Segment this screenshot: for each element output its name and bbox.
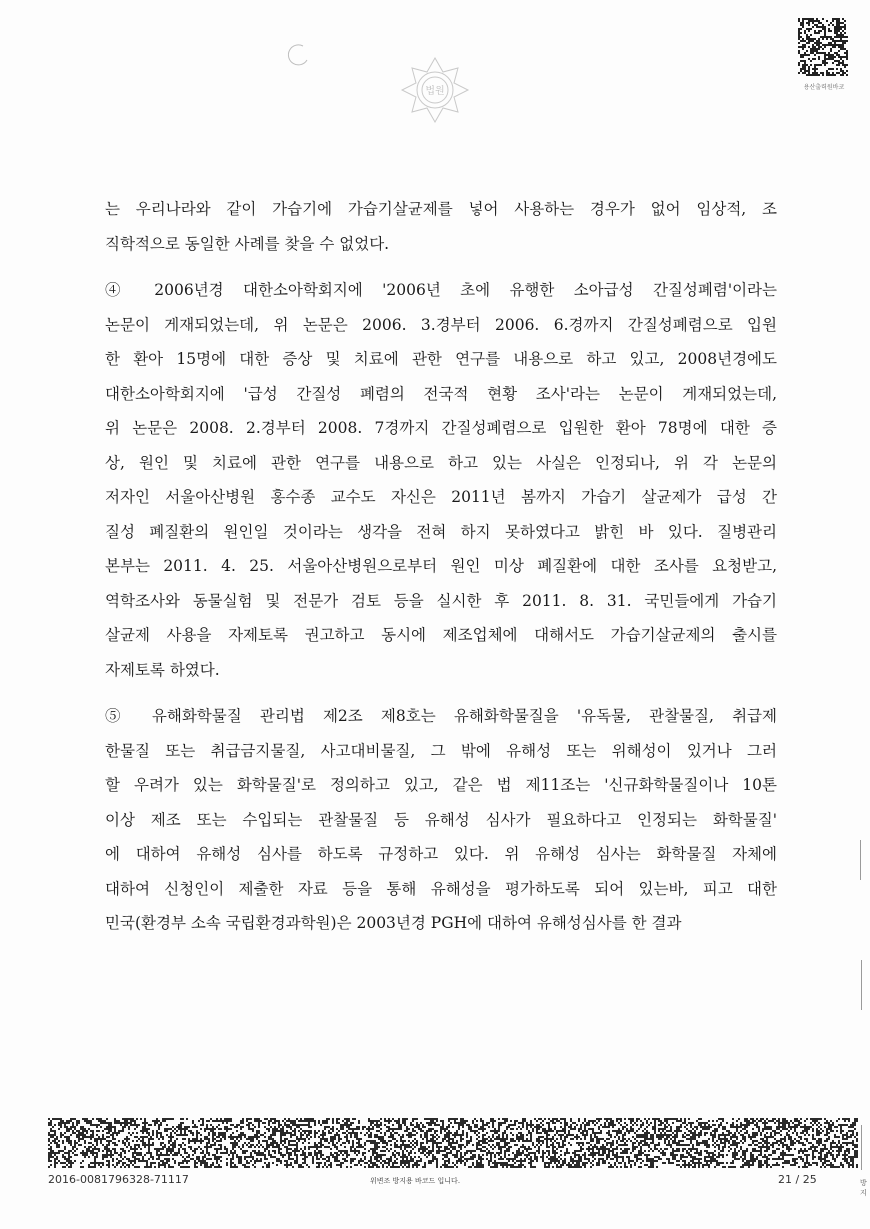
text-line: ④ 2006년경 대한소아학회지에 '2006년 초에 유행한 소아급성 간질성폐렴'이라는 bbox=[105, 281, 777, 299]
text-line: 위 논문은 2008. 2.경부터 2008. 7경까지 간질성폐렴으로 입원한 환아 78명에 대한 증 bbox=[105, 419, 777, 437]
court-seal-watermark bbox=[398, 52, 472, 126]
page-number: 21 / 25 bbox=[778, 1173, 817, 1186]
anti-forgery-barcode bbox=[48, 1118, 858, 1168]
edge-mark bbox=[860, 840, 861, 880]
text-line: 살균제 사용을 자제토록 권고하고 동시에 제조업체에 대해서도 가습기살균제의 출시를 bbox=[105, 626, 777, 644]
text-line: 직학적으로 동일한 사례를 찾을 수 없었다. bbox=[105, 234, 390, 253]
seal-text: 법원 bbox=[425, 86, 445, 97]
text-line: 이상 제조 또는 수입되는 관찰물질 등 유해성 심사가 필요하다고 인정되는 화학물질' bbox=[105, 810, 777, 829]
barcode-note: 위변조 방지용 바코드 입니다. bbox=[370, 1177, 461, 1185]
text-line: ⑤ 유해화학물질 관리법 제2조 제8호는 유해화학물질을 '유독물, 관찰물질, 취급제 bbox=[105, 707, 777, 725]
text-line: 자제토록 하였다. bbox=[105, 660, 220, 679]
document-body bbox=[105, 192, 777, 941]
edge-mark bbox=[861, 1125, 862, 1170]
qr-code bbox=[798, 18, 848, 76]
text-line: 한 환아 15명에 대한 증상 및 치료에 관한 연구를 내용으로 하고 있고, 2008년경에도 bbox=[105, 350, 777, 368]
text-line: 민국(환경부 소속 국립환경과학원)은 2003년경 PGH에 대하여 유해성심사를 한 결과 bbox=[105, 914, 682, 932]
text-line: 대한소아학회지에 '급성 간질성 폐렴의 전국적 현황 조사'라는 논문이 게재되었는데, bbox=[105, 384, 777, 403]
text-line: 저자인 서울아산병원 홍수종 교수도 자신은 2011년 봄까지 가습기 살균제가 급성 간 bbox=[105, 488, 777, 506]
text-line: 한물질 또는 취급금지물질, 사고대비물질, 그 밖에 유해성 또는 위해성이 있거나 그러 bbox=[105, 741, 777, 760]
document-id: 2016-0081796328-71117 bbox=[48, 1173, 189, 1186]
text-line: 논문이 게재되었는데, 위 논문은 2006. 3.경부터 2006. 6.경까지 간질성폐렴으로 입원 bbox=[105, 315, 777, 334]
qr-caption: 용산출력원바코 bbox=[803, 84, 845, 91]
corner-circle-mark bbox=[283, 42, 311, 70]
text-line: 본부는 2011. 4. 25. 서울아산병원으로부터 원인 미상 폐질환에 대한 조사를 요청받고, bbox=[105, 557, 777, 575]
edge-mark bbox=[861, 960, 862, 1010]
text-line: 대하여 신청인이 제출한 자료 등을 통해 유해성을 평가하도록 되어 있는바, 피고 대한 bbox=[105, 879, 777, 898]
text-line: 할 우려가 있는 화학물질'로 정의하고 있고, 같은 법 제11조는 '신규화학물질이나 10톤 bbox=[105, 776, 777, 794]
text-line: 는 우리나라와 같이 가습기에 가습기살균제를 넣어 사용하는 경우가 없어 임상적, 조 bbox=[105, 200, 777, 218]
side-note: 방지 bbox=[860, 1179, 867, 1197]
text-line: 상, 원인 및 치료에 관한 연구를 내용으로 하고 있는 사실은 인정되나, 위 각 논문의 bbox=[105, 453, 777, 472]
text-line: 역학조사와 동물실험 및 전문가 검토 등을 실시한 후 2011. 8. 31. 국민들에게 가습기 bbox=[105, 591, 777, 610]
text-line: 질성 폐질환의 원인일 것이라는 생각을 전혀 하지 못하였다고 밝힌 바 있다. 질병관리 bbox=[105, 522, 777, 541]
text-line: 에 대하여 유해성 심사를 하도록 규정하고 있다. 위 유해성 심사는 화학물질 자체에 bbox=[105, 845, 777, 863]
